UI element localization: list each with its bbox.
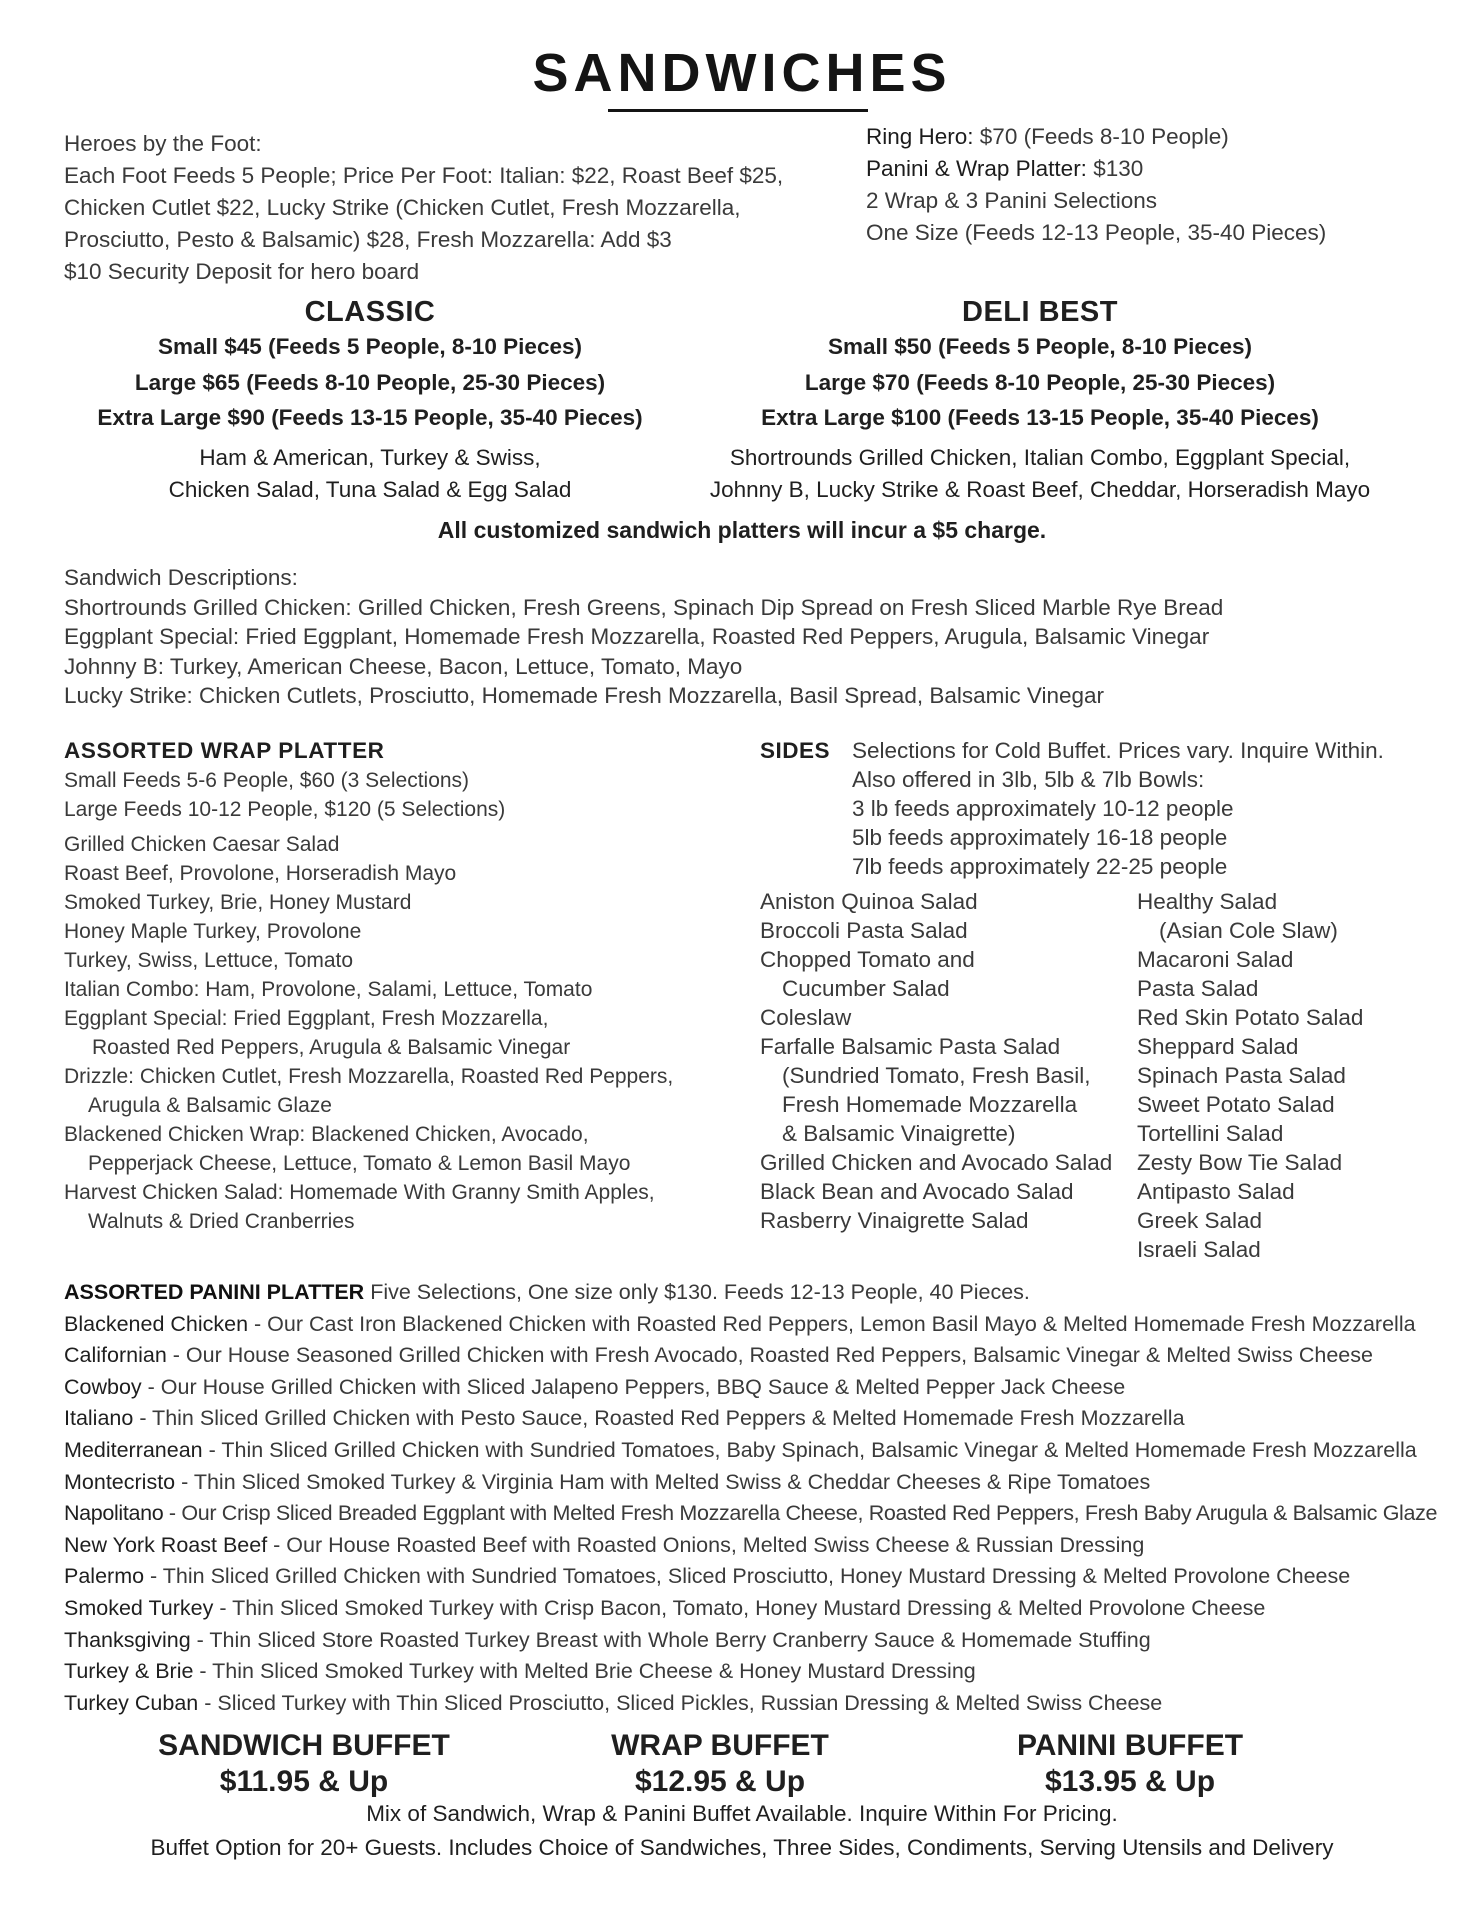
heroes-line: Each Foot Feeds 5 People; Price Per Foot: Italian: $22, Roast Beef $25, [64, 163, 784, 188]
panini-wrap-selections: 2 Wrap & 3 Panini Selections [866, 188, 1157, 213]
wrap-platter [64, 736, 673, 1236]
panini-item [64, 1467, 1437, 1499]
wrap-item: Honey Maple Turkey, Provolone [64, 920, 362, 943]
side-item: Sweet Potato Salad [1137, 1092, 1335, 1117]
panini-item-desc: - Sliced Turkey with Thin Sliced Prosciutto, Sliced Pickles, Russian Dressing & Melted Swiss Cheese [198, 1690, 1163, 1715]
buffet-price: $11.95 & Up [219, 1765, 389, 1798]
sides-desc-line: 5lb feeds approximately 16-18 people [852, 825, 1228, 850]
buffet-name: WRAP BUFFET [611, 1729, 829, 1762]
side-item: Sheppard Salad [1137, 1034, 1299, 1059]
buffet-name: PANINI BUFFET [1016, 1729, 1244, 1762]
sandwich-descriptions [64, 563, 1223, 711]
panini-item-desc: - Our House Grilled Chicken with Sliced Jalapeno Peppers, BBQ Sauce & Melted Pepper Jack Cheese [141, 1374, 1126, 1399]
panini-item-desc: - Thin Sliced Smoked Turkey with Crisp Bacon, Tomato, Honey Mustard Dressing & Melted Provolone Cheese [213, 1595, 1266, 1620]
description-line: Lucky Strike: Chicken Cutlets, Prosciutto, Homemade Fresh Mozzarella, Basil Spread, Balsamic Vinegar [64, 683, 1105, 708]
side-item: Black Bean and Avocado Salad [760, 1179, 1074, 1204]
panini-item [64, 1372, 1437, 1404]
classic-size-small: Small $45 (Feeds 5 People, 8-10 Pieces) [158, 334, 582, 359]
description-line: Shortrounds Grilled Chicken: Grilled Chicken, Fresh Greens, Spinach Dip Spread on Fresh Sliced Marble Rye Bread [64, 594, 1224, 620]
panini-wrap-line [866, 153, 1326, 185]
side-item: Broccoli Pasta Salad [760, 918, 968, 943]
wrap-item: Roasted Red Peppers, Arugula & Balsamic Vinegar [92, 1036, 571, 1059]
wrap-buffet [520, 1728, 920, 1800]
sides-desc-line: Selections for Cold Buffet. Prices vary. Inquire Within. [852, 738, 1384, 763]
side-item: Israeli Salad [1137, 1237, 1261, 1262]
side-item: Healthy Salad [1137, 889, 1278, 914]
panini-item-name: Californian [64, 1343, 167, 1368]
wrap-title: ASSORTED WRAP PLATTER [64, 738, 385, 763]
panini-item [64, 1625, 1437, 1657]
sides-desc-line: 7lb feeds approximately 22-25 people [852, 854, 1228, 879]
panini-item-desc: - Thin Sliced Grilled Chicken with Pesto Sauce, Roasted Red Peppers & Melted Homemade Fresh Mozzarella [133, 1406, 1185, 1431]
panini-item-desc: - Our Cast Iron Blackened Chicken with Roasted Red Peppers, Lemon Basil Mayo & Melted Homemade Fresh Mozzarella [248, 1311, 1416, 1336]
side-item: Coleslaw [760, 1005, 852, 1030]
panini-item-desc: - Thin Sliced Smoked Turkey with Melted Brie Cheese & Honey Mustard Dressing [193, 1659, 976, 1684]
panini-item [64, 1435, 1437, 1467]
panini-wrap-label: Panini & Wrap Platter: [866, 156, 1087, 181]
side-item: Rasberry Vinaigrette Salad [760, 1208, 1029, 1233]
panini-header [64, 1277, 1437, 1309]
panini-item-name: Napolitano [64, 1501, 164, 1526]
side-item: Tortellini Salad [1137, 1121, 1284, 1146]
wrap-item: Roast Beef, Provolone, Horseradish Mayo [64, 862, 457, 885]
side-item: Farfalle Balsamic Pasta Salad [760, 1034, 1061, 1059]
classic-platter [40, 296, 700, 506]
heroes-line: Chicken Cutlet $22, Lucky Strike (Chicken Cutlet, Fresh Mozzarella, [64, 195, 741, 220]
sides-description [852, 736, 1384, 881]
panini-wrap-detail: $130 [1086, 156, 1144, 181]
panini-item [64, 1593, 1437, 1625]
deli-item-line: Johnny B, Lucky Strike & Roast Beef, Cheddar, Horseradish Mayo [709, 476, 1371, 502]
panini-item-desc: - Our House Seasoned Grilled Chicken with Fresh Avocado, Roasted Red Peppers, Balsamic Vinegar & Melted Swiss Cheese [166, 1343, 1373, 1368]
ring-hero-detail: $70 (Feeds 8-10 People) [973, 124, 1229, 149]
sides-title: SIDES [760, 738, 831, 763]
side-item: Fresh Homemade Mozzarella [782, 1092, 1078, 1117]
panini-item-desc: - Thin Sliced Smoked Turkey & Virginia Ham with Melted Swiss & Cheddar Cheeses & Ripe Tomatoes [175, 1469, 1151, 1494]
description-line: Johnny B: Turkey, American Cheese, Bacon, Lettuce, Tomato, Mayo [64, 653, 743, 679]
classic-size-xl: Extra Large $90 (Feeds 13-15 People, 35-40 Pieces) [97, 405, 643, 430]
panini-buffet [930, 1728, 1330, 1800]
sides-section [760, 736, 1460, 886]
heroes-line: Heroes by the Foot: [64, 131, 262, 156]
panini-platter [64, 1277, 1437, 1719]
deli-size-small: Small $50 (Feeds 5 People, 8-10 Pieces) [828, 334, 1252, 359]
classic-title: CLASSIC [304, 296, 436, 328]
panini-item-desc: - Thin Sliced Grilled Chicken with Sundried Tomatoes, Sliced Prosciutto, Honey Mustard Dressing & Melted Provolone Cheese [144, 1564, 1351, 1589]
panini-item-name: Smoked Turkey [64, 1595, 214, 1620]
panini-item-name: Cowboy [64, 1374, 142, 1399]
description-line: Eggplant Special: Fried Eggplant, Homemade Fresh Mozzarella, Roasted Red Peppers, Arugula, Balsamic Vinegar [64, 624, 1210, 649]
side-item: Pasta Salad [1137, 976, 1259, 1001]
sides-desc-line: 3 lb feeds approximately 10-12 people [852, 796, 1234, 821]
buffet-price: $13.95 & Up [1044, 1765, 1216, 1798]
side-item: Macaroni Salad [1137, 947, 1294, 972]
sandwich-buffet [104, 1728, 504, 1800]
side-item: Greek Salad [1137, 1208, 1263, 1233]
footer-note-buffet: Buffet Option for 20+ Guests. Includes Choice of Sandwiches, Three Sides, Condiments, Serving Utensils and Delivery [150, 1835, 1334, 1860]
sides-column-2 [1137, 887, 1363, 1264]
panini-item-desc: - Our Crisp Sliced Breaded Eggplant with Melted Fresh Mozzarella Cheese, Roasted Red Peppers, Fresh Baby Arugula & Balsamic Glaze [163, 1501, 1438, 1526]
side-item: Cucumber Salad [782, 976, 950, 1001]
deli-items [690, 442, 1390, 506]
deli-size-large: Large $70 (Feeds 8-10 People, 25-30 Pieces) [804, 369, 1276, 395]
wrap-item: Grilled Chicken Caesar Salad [64, 833, 340, 856]
heroes-line: $10 Security Deposit for hero board [64, 259, 420, 284]
footer-note-mix: Mix of Sandwich, Wrap & Panini Buffet Available. Inquire Within For Pricing. [366, 1801, 1118, 1826]
buffet-name: SANDWICH BUFFET [158, 1729, 450, 1762]
panini-item-name: Thanksgiving [64, 1627, 191, 1652]
classic-item-line: Ham & American, Turkey & Swiss, [199, 444, 541, 470]
wrap-item: Blackened Chicken Wrap: Blackened Chicken, Avocado, [64, 1123, 589, 1146]
wrap-item: Walnuts & Dried Cranberries [88, 1210, 355, 1233]
panini-item [64, 1561, 1437, 1593]
heroes-line: Prosciutto, Pesto & Balsamic) $28, Fresh Mozzarella: Add $3 [64, 227, 672, 252]
wrap-item: Italian Combo: Ham, Provolone, Salami, Lettuce, Tomato [64, 978, 593, 1001]
wrap-item: Eggplant Special: Fried Eggplant, Fresh Mozzarella, [64, 1007, 549, 1030]
panini-item [64, 1403, 1437, 1435]
side-item: Aniston Quinoa Salad [760, 889, 978, 914]
wrap-item: Smoked Turkey, Brie, Honey Mustard [64, 891, 412, 914]
panini-item [64, 1309, 1437, 1341]
panini-title: ASSORTED PANINI PLATTER [64, 1280, 365, 1304]
panini-item-desc: - Thin Sliced Store Roasted Turkey Breast with Whole Berry Cranberry Sauce & Homemade Stuffing [190, 1627, 1151, 1652]
buffet-price: $12.95 & Up [634, 1765, 806, 1798]
panini-item [64, 1530, 1437, 1562]
panini-item-name: Italiano [64, 1406, 134, 1431]
panini-item-name: New York Roast Beef [64, 1532, 268, 1557]
panini-item [64, 1498, 1437, 1530]
panini-item-name: Montecristo [64, 1469, 176, 1494]
panini-item [64, 1688, 1437, 1720]
page-title: SANDWICHES [532, 43, 952, 103]
title-underline [608, 109, 868, 112]
wrap-items [64, 830, 673, 1236]
classic-items [40, 442, 700, 506]
wrap-item: Harvest Chicken Salad: Homemade With Granny Smith Apples, [64, 1181, 655, 1204]
side-item: (Asian Cole Slaw) [1159, 918, 1338, 943]
wrap-size-small: Small Feeds 5-6 People, $60 (3 Selections) [64, 769, 470, 792]
panini-detail: Five Selections, One size only $130. Feeds 12-13 People, 40 Pieces. [364, 1280, 1030, 1304]
side-item: Red Skin Potato Salad [1137, 1005, 1364, 1030]
panini-item-name: Mediterranean [64, 1437, 203, 1462]
panini-item-name: Palermo [64, 1564, 145, 1589]
wrap-item: Drizzle: Chicken Cutlet, Fresh Mozzarella, Roasted Red Peppers, [64, 1065, 674, 1088]
classic-size-large: Large $65 (Feeds 8-10 People, 25-30 Pieces) [134, 369, 606, 395]
side-item: Grilled Chicken and Avocado Salad [760, 1150, 1113, 1175]
deli-item-line: Shortrounds Grilled Chicken, Italian Combo, Eggplant Special, [729, 444, 1351, 470]
sides-column-1 [760, 887, 1112, 1235]
ring-hero-line [866, 121, 1326, 153]
side-item: Spinach Pasta Salad [1137, 1063, 1346, 1088]
ring-hero-label: Ring Hero: [866, 124, 974, 149]
wrap-item: Arugula & Balsamic Glaze [88, 1094, 332, 1117]
deli-size-xl: Extra Large $100 (Feeds 13-15 People, 35-40 Pieces) [761, 405, 1319, 430]
ring-hero-info [866, 121, 1326, 249]
side-item: Antipasto Salad [1137, 1179, 1295, 1204]
wrap-item: Turkey, Swiss, Lettuce, Tomato [64, 949, 354, 972]
panini-item-desc: - Thin Sliced Grilled Chicken with Sundried Tomatoes, Baby Spinach, Balsamic Vinegar & Melted Homemade Fresh Mozzarella [202, 1437, 1417, 1462]
custom-platter-note: All customized sandwich platters will incur a $5 charge. [437, 517, 1047, 543]
side-item: Chopped Tomato and [760, 947, 975, 972]
side-item: & Balsamic Vinaigrette) [782, 1121, 1016, 1146]
side-item: Zesty Bow Tie Salad [1137, 1150, 1343, 1175]
deli-best-title: DELI BEST [962, 296, 1118, 328]
deli-best-platter [690, 296, 1390, 506]
panini-item-desc: - Our House Roasted Beef with Roasted Onions, Melted Swiss Cheese & Russian Dressing [267, 1532, 1145, 1557]
description-line: Sandwich Descriptions: [64, 565, 298, 590]
panini-item-name: Blackened Chicken [64, 1311, 249, 1336]
panini-item-name: Turkey Cuban [64, 1690, 199, 1715]
wrap-item: Pepperjack Cheese, Lettuce, Tomato & Lemon Basil Mayo [88, 1152, 631, 1175]
wrap-size-large: Large Feeds 10-12 People, $120 (5 Selections) [64, 798, 506, 821]
panini-wrap-size: One Size (Feeds 12-13 People, 35-40 Pieces) [866, 220, 1327, 245]
heroes-by-the-foot [64, 128, 783, 288]
panini-item [64, 1656, 1437, 1688]
side-item: (Sundried Tomato, Fresh Basil, [782, 1063, 1091, 1088]
classic-item-line: Chicken Salad, Tuna Salad & Egg Salad [168, 476, 572, 502]
panini-item [64, 1340, 1437, 1372]
sides-desc-line: Also offered in 3lb, 5lb & 7lb Bowls: [852, 767, 1205, 792]
panini-item-name: Turkey & Brie [64, 1659, 194, 1684]
